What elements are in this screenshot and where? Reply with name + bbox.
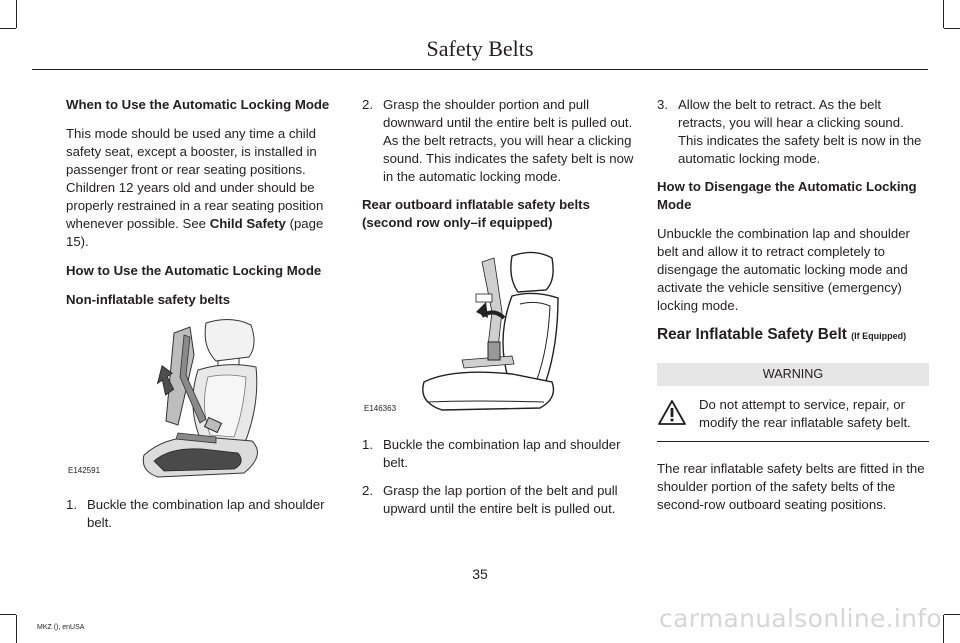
paragraph-rear-inflatable: The rear inflatable safety belts are fitted in the shoulder portion of the safety belts of the second-row outboard seating positions. xyxy=(657,461,925,512)
header-rule xyxy=(32,69,928,70)
step-text: Grasp the shoulder portion and pull downward until the entire belt is pulled out. As the belt retracts, you will hear a clicking sound. This indicates the safety belt is now in the automatic locking mode. xyxy=(383,97,634,184)
list-item xyxy=(66,496,341,532)
column-left xyxy=(66,96,341,542)
figure-seat-belt-buckle xyxy=(66,315,341,482)
column-middle xyxy=(362,96,637,528)
heading-how-to-use: How to Use the Automatic Locking Mode xyxy=(66,263,322,278)
crop-mark xyxy=(0,28,16,29)
list-item xyxy=(657,96,929,168)
page-title: Safety Belts xyxy=(426,36,534,61)
list-item xyxy=(362,96,637,186)
child-safety-link[interactable]: Child Safety xyxy=(209,216,286,231)
figure-code: E142591 xyxy=(68,466,101,475)
warning-box xyxy=(657,396,929,442)
step-text: Buckle the combination lap and shoulder belt. xyxy=(383,437,621,470)
step-number: 1. xyxy=(362,437,373,452)
warning-text: Do not attempt to service, repair, or modify the rear inflatable safety belt. xyxy=(699,397,911,430)
step-text: Grasp the lap portion of the belt and pull upward until the entire belt is pulled out. xyxy=(383,483,618,516)
crop-mark xyxy=(943,0,944,28)
paragraph-text: This mode should be used any time a child safety seat, except a booster, is installed in passenger front or rear seating positions. Children 12 years old and under should be properly restrained in a rear seating position whenever possible. See xyxy=(66,126,324,231)
step-number: 2. xyxy=(362,97,373,112)
crop-mark xyxy=(944,28,960,29)
list-item xyxy=(362,436,637,472)
step-number: 1. xyxy=(66,497,77,512)
crop-mark xyxy=(944,614,960,615)
crop-mark xyxy=(16,0,17,28)
page-number: 35 xyxy=(472,566,488,582)
warning-triangle-icon xyxy=(657,396,691,431)
crop-mark xyxy=(16,615,17,643)
crop-mark xyxy=(943,615,944,643)
paragraph-disengage: Unbuckle the combination lap and shoulder belt and allow it to retract completely to disengage the automatic locking mode and activate the vehicle sensitive (emergency) locking mode. xyxy=(657,226,910,313)
step-text: Allow the belt to retract. As the belt retracts, you will hear a clicking sound. This indicates the safety belt is now in the automatic locking mode. xyxy=(678,97,922,166)
paragraph-page-ref: (page 15). xyxy=(66,216,324,249)
section-title xyxy=(657,326,929,345)
subheading-rear-outboard: Rear outboard inflatable safety belts (second row only–if equipped) xyxy=(362,197,590,230)
paragraph-child-seat xyxy=(66,125,341,251)
crop-mark xyxy=(0,614,16,615)
figure-code: E146363 xyxy=(364,404,397,413)
section-qualifier: (If Equipped) xyxy=(851,331,907,341)
column-right xyxy=(657,96,929,525)
heading-when-to-use: When to Use the Automatic Locking Mode xyxy=(66,97,330,112)
heading-disengage: How to Disengage the Automatic Locking Mode xyxy=(657,179,917,212)
seat-illustration xyxy=(66,315,341,482)
step-number: 2. xyxy=(362,483,373,498)
watermark: carmanualsonline.info xyxy=(659,604,942,633)
figure-inflatable-belt xyxy=(362,242,637,420)
section-title-text: Rear Inflatable Safety Belt xyxy=(657,326,847,343)
warning-label: WARNING xyxy=(657,363,929,386)
seat-illustration xyxy=(362,242,637,420)
document-code: MKZ (), enUSA xyxy=(37,624,85,631)
subheading-non-inflatable: Non-inflatable safety belts xyxy=(66,292,231,307)
list-item xyxy=(362,482,637,518)
step-text: Buckle the combination lap and shoulder belt. xyxy=(87,497,325,530)
step-number: 3. xyxy=(657,97,668,112)
